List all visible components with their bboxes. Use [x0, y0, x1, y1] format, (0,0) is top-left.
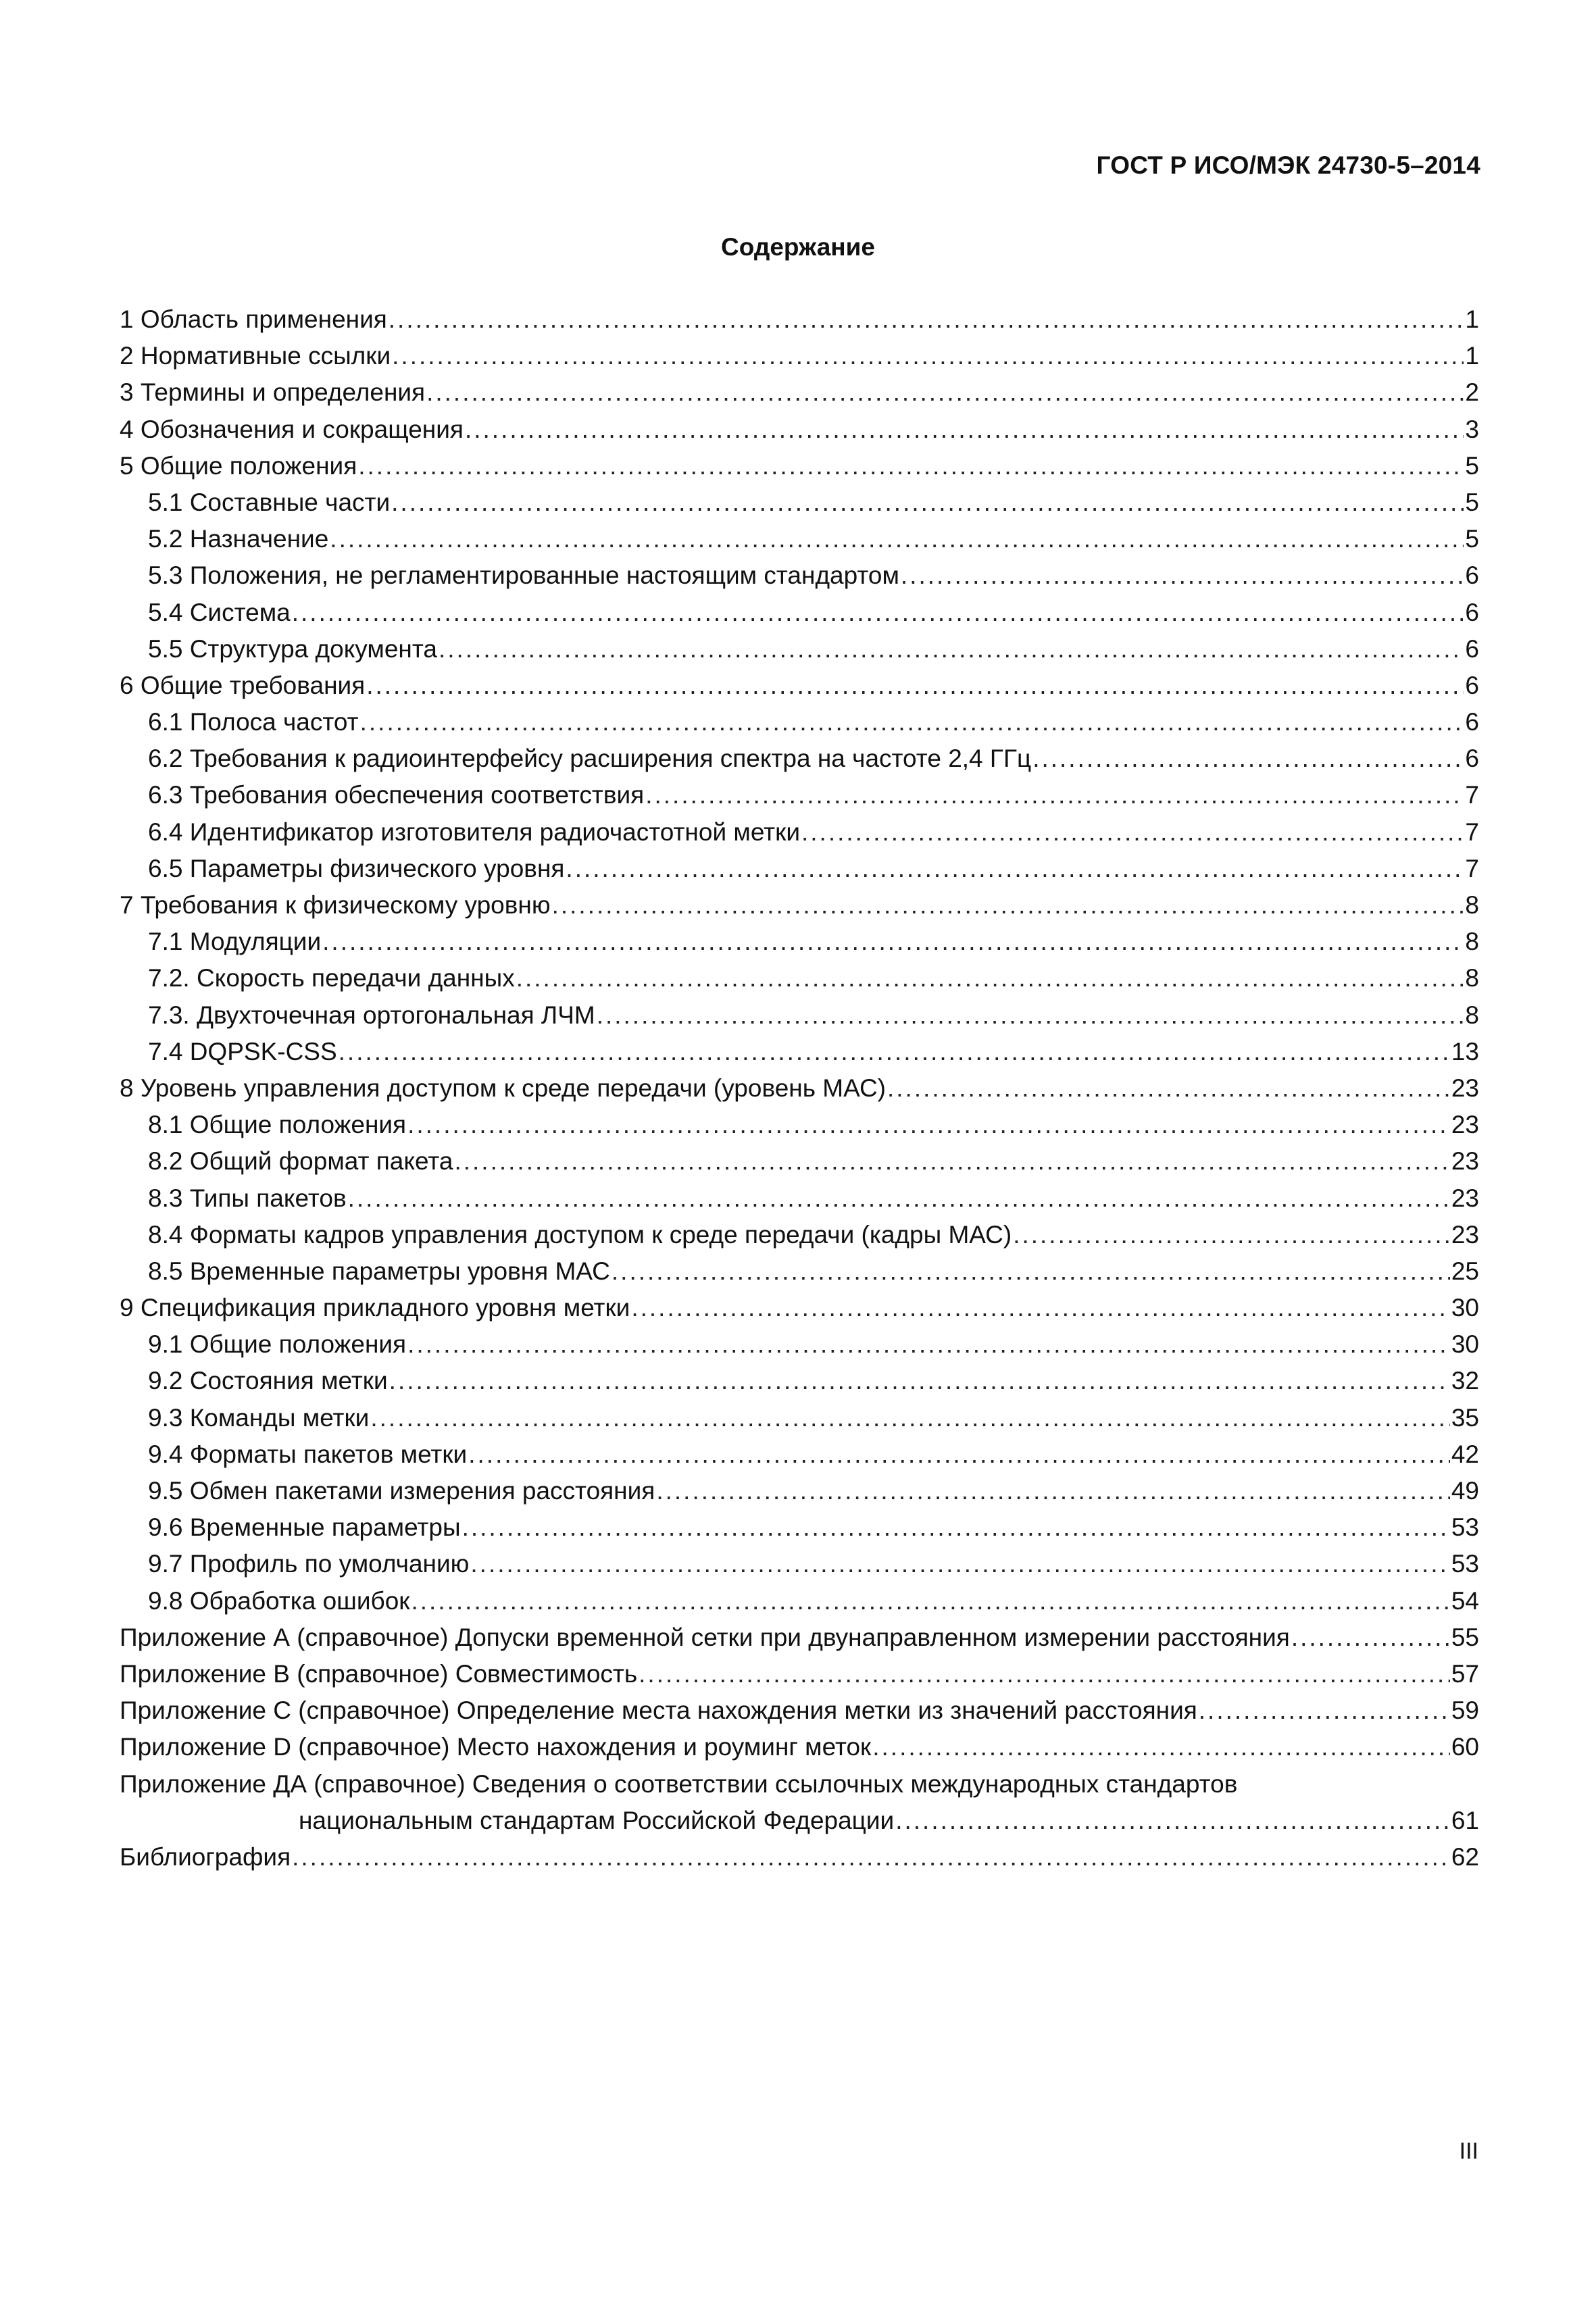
- toc-entry-label: 2 Нормативные ссылки: [120, 342, 391, 370]
- toc-entry[interactable]: [120, 960, 1479, 997]
- toc-entry-label: 6 Общие требования: [120, 671, 366, 699]
- toc-entry-page: 53: [1451, 1550, 1479, 1578]
- toc-entry-page: 23: [1451, 1147, 1479, 1176]
- toc-entry-page: 23: [1451, 1111, 1479, 1139]
- toc-entry-page: 13: [1451, 1037, 1479, 1065]
- toc-entry[interactable]: [120, 1583, 1479, 1619]
- toc-entry[interactable]: [120, 411, 1479, 448]
- toc-dot-leader: [612, 1253, 1450, 1290]
- toc-entry-page: 1: [1465, 342, 1479, 370]
- toc-entry[interactable]: [120, 851, 1479, 887]
- table-of-contents: [120, 301, 1479, 1876]
- toc-entry-label: 5.5 Структура документа: [148, 634, 437, 663]
- toc-entry-page: 49: [1451, 1477, 1479, 1505]
- toc-dot-leader: [412, 1583, 1450, 1619]
- toc-entry-label: 7.2. Скорость передачи данных: [148, 964, 515, 992]
- toc-entry-page: 1: [1465, 305, 1479, 333]
- toc-entry-page: 57: [1451, 1659, 1479, 1688]
- toc-entry-label: национальным стандартам Российской Федерации: [299, 1806, 895, 1834]
- toc-entry[interactable]: [120, 557, 1479, 594]
- toc-entry-label: 7.3. Двухточечная ортогональная ЛЧМ: [148, 1001, 595, 1029]
- toc-dot-leader: [516, 960, 1464, 997]
- toc-dot-leader: [1291, 1619, 1450, 1656]
- toc-entry[interactable]: [120, 1839, 1479, 1876]
- toc-entry-label: 5 Общие положения: [120, 451, 357, 480]
- toc-dot-leader: [407, 1326, 1450, 1363]
- toc-entry-page: 7: [1465, 781, 1479, 809]
- toc-entry[interactable]: [120, 1326, 1479, 1363]
- toc-dot-leader: [322, 924, 1464, 960]
- toc-entry-label: 9 Спецификация прикладного уровня метки: [120, 1294, 630, 1322]
- toc-dot-leader: [639, 1656, 1450, 1692]
- toc-entry-page: 7: [1465, 854, 1479, 882]
- toc-entry-page: 8: [1465, 964, 1479, 992]
- toc-entry[interactable]: [120, 1143, 1479, 1180]
- toc-entry[interactable]: [120, 1656, 1479, 1692]
- toc-entry-label: 8.3 Типы пакетов: [148, 1184, 347, 1212]
- toc-entry[interactable]: [120, 338, 1479, 374]
- toc-entry[interactable]: [120, 1363, 1479, 1399]
- toc-entry-label: 6.2 Требования к радиоинтерфейсу расширения спектра на частоте 2,4 ГГц: [148, 745, 1032, 773]
- toc-entry-page: 25: [1451, 1257, 1479, 1285]
- toc-entry[interactable]: [120, 521, 1479, 557]
- toc-entry-label: 6.5 Параметры физического уровня: [148, 854, 565, 882]
- toc-entry[interactable]: [120, 1107, 1479, 1143]
- toc-entry-page: 8: [1465, 928, 1479, 956]
- toc-entry-page: 23: [1451, 1220, 1479, 1249]
- toc-entry-page: 6: [1465, 745, 1479, 773]
- toc-entry-page: 5: [1465, 451, 1479, 480]
- toc-entry-label: 5.1 Составные части: [148, 488, 391, 516]
- toc-entry-page: 23: [1451, 1184, 1479, 1212]
- toc-dot-leader: [887, 1070, 1450, 1107]
- toc-entry[interactable]: [120, 1509, 1479, 1546]
- toc-entry[interactable]: [120, 484, 1479, 521]
- toc-entry-page: 35: [1451, 1403, 1479, 1432]
- toc-entry[interactable]: [120, 1400, 1479, 1436]
- toc-entry-label: Приложение С (справочное) Определение места нахождения метки из значений расстояния: [120, 1696, 1197, 1725]
- toc-entry[interactable]: [120, 1180, 1479, 1217]
- toc-entry[interactable]: [120, 1070, 1479, 1107]
- toc-entry[interactable]: [120, 997, 1479, 1034]
- toc-entry-label: 8.5 Временные параметры уровня МАС: [148, 1257, 610, 1285]
- toc-dot-leader: [631, 1290, 1450, 1326]
- toc-entry-page: 60: [1451, 1733, 1479, 1761]
- toc-entry[interactable]: [120, 448, 1479, 484]
- toc-entry[interactable]: [120, 814, 1479, 851]
- toc-entry-page: 53: [1451, 1513, 1479, 1542]
- toc-dot-leader: [330, 521, 1464, 557]
- toc-entry-page: 54: [1451, 1586, 1479, 1615]
- toc-dot-leader: [439, 631, 1464, 668]
- toc-entry-page: 30: [1451, 1330, 1479, 1359]
- toc-dot-leader: [1032, 740, 1464, 777]
- toc-entry-label: 8.4 Форматы кадров управления доступом к среде передачи (кадры МАС): [148, 1220, 1012, 1249]
- toc-entry[interactable]: [120, 924, 1479, 960]
- toc-dot-leader: [454, 1143, 1449, 1180]
- toc-entry-label: 3 Термины и определения: [120, 378, 426, 407]
- toc-entry-label: 9.1 Общие положения: [148, 1330, 407, 1359]
- toc-dot-leader: [468, 1436, 1450, 1473]
- toc-entry[interactable]: [120, 595, 1479, 631]
- toc-entry-label: 7.1 Модуляции: [148, 928, 322, 956]
- toc-dot-leader: [597, 997, 1464, 1034]
- toc-entry-label: 7 Требования к физическому уровню: [120, 891, 551, 919]
- toc-entry-label: 6.4 Идентификатор изготовителя радиочастотной метки: [148, 818, 800, 846]
- toc-entry-page: 23: [1451, 1074, 1479, 1102]
- toc-entry[interactable]: [120, 1619, 1479, 1656]
- toc-dot-leader: [407, 1107, 1450, 1143]
- toc-entry[interactable]: [120, 1034, 1479, 1070]
- toc-entry-page: 6: [1465, 708, 1479, 736]
- toc-entry-label: 9.4 Форматы пакетов метки: [148, 1440, 468, 1468]
- toc-dot-leader: [656, 1473, 1450, 1509]
- toc-entry-page: 2: [1465, 378, 1479, 407]
- toc-entry[interactable]: [120, 1473, 1479, 1509]
- toc-dot-leader: [348, 1180, 1450, 1217]
- toc-dot-leader: [462, 1509, 1450, 1546]
- toc-entry-page: 5: [1465, 525, 1479, 553]
- toc-entry[interactable]: [120, 1803, 1479, 1839]
- toc-entry-page: 6: [1465, 561, 1479, 590]
- toc-entry-label: 6.3 Требования обеспечения соответствия: [148, 781, 645, 809]
- toc-entry[interactable]: [120, 1290, 1479, 1326]
- toc-entry-label: 9.6 Временные параметры: [148, 1513, 461, 1542]
- toc-entry-page: 61: [1451, 1806, 1479, 1834]
- toc-entry-label: Библиография: [120, 1842, 291, 1871]
- toc-entry[interactable]: [120, 301, 1479, 338]
- toc-entry[interactable]: [120, 1436, 1479, 1473]
- toc-entry-label: 5.3 Положения, не регламентированные настоящим стандартом: [148, 561, 899, 590]
- document-code-header: ГОСТ Р ИСО/МЭК 24730-5–2014: [1096, 151, 1480, 179]
- toc-dot-leader: [292, 595, 1464, 631]
- toc-entry-label: 9.7 Профиль по умолчанию: [148, 1550, 470, 1578]
- toc-entry-page: 6: [1465, 598, 1479, 626]
- toc-entry[interactable]: [120, 704, 1479, 740]
- toc-title: Содержание: [721, 233, 875, 261]
- toc-dot-leader: [645, 777, 1464, 813]
- toc-dot-leader: [360, 704, 1464, 740]
- toc-entry-label: Приложение D (справочное) Место нахождения и роуминг меток: [120, 1733, 872, 1761]
- toc-entry-page: 7: [1465, 818, 1479, 846]
- toc-entry[interactable]: [120, 777, 1479, 813]
- toc-dot-leader: [1013, 1217, 1450, 1253]
- toc-entry[interactable]: [120, 374, 1479, 411]
- toc-entry-label: Приложение А (справочное) Допуски временной сетки при двунаправленном измерении расстояния: [120, 1623, 1290, 1651]
- toc-entry-page: 32: [1451, 1367, 1479, 1395]
- toc-entry-page: 30: [1451, 1294, 1479, 1322]
- toc-dot-leader: [339, 1034, 1450, 1070]
- toc-dot-leader: [389, 1363, 1450, 1399]
- toc-dot-leader: [552, 887, 1464, 924]
- toc-entry-label: 8.2 Общий формат пакета: [148, 1147, 453, 1176]
- toc-dot-leader: [801, 814, 1464, 851]
- toc-entry[interactable]: [120, 1546, 1479, 1582]
- toc-dot-leader: [566, 851, 1464, 887]
- toc-dot-leader: [366, 668, 1464, 704]
- toc-entry[interactable]: [120, 1729, 1479, 1765]
- toc-dot-leader: [465, 411, 1464, 448]
- toc-entry-page: 5: [1465, 488, 1479, 516]
- toc-entry-label: 8 Уровень управления доступом к среде передачи (уровень МАС): [120, 1074, 886, 1102]
- toc-entry-page: 6: [1465, 671, 1479, 699]
- toc-dot-leader: [901, 557, 1464, 594]
- toc-dot-leader: [1199, 1692, 1450, 1729]
- toc-entry[interactable]: [120, 1692, 1479, 1729]
- page-number: III: [1459, 2138, 1478, 2164]
- toc-dot-leader: [392, 338, 1464, 374]
- toc-dot-leader: [358, 448, 1464, 484]
- toc-entry-label: 1 Область применения: [120, 305, 387, 333]
- toc-entry-page: 6: [1465, 634, 1479, 663]
- toc-entry[interactable]: [120, 1766, 1479, 1803]
- toc-entry-label: 6.1 Полоса частот: [148, 708, 359, 736]
- toc-entry-page: 8: [1465, 891, 1479, 919]
- toc-dot-leader: [426, 374, 1464, 411]
- toc-dot-leader: [370, 1400, 1449, 1436]
- toc-entry-page: 3: [1465, 415, 1479, 443]
- toc-entry[interactable]: [120, 887, 1479, 924]
- toc-entry[interactable]: [120, 1217, 1479, 1253]
- toc-entry-page: 8: [1465, 1001, 1479, 1029]
- toc-entry[interactable]: [120, 1253, 1479, 1290]
- toc-entry-page: 42: [1451, 1440, 1479, 1468]
- toc-entry-page: 59: [1451, 1696, 1479, 1725]
- toc-entry[interactable]: [120, 631, 1479, 668]
- toc-dot-leader: [389, 301, 1464, 338]
- toc-dot-leader: [391, 484, 1464, 521]
- toc-dot-leader: [292, 1839, 1450, 1876]
- toc-entry[interactable]: [120, 668, 1479, 704]
- toc-entry-label: Приложение ДА (справочное) Сведения о соответствии ссылочных международных стандартов: [120, 1769, 1238, 1798]
- toc-entry-page: 62: [1451, 1842, 1479, 1871]
- toc-dot-leader: [470, 1546, 1449, 1582]
- toc-entry-label: Приложение В (справочное) Совместимость: [120, 1659, 638, 1688]
- toc-entry-label: 9.8 Обработка ошибок: [148, 1586, 410, 1615]
- toc-entry[interactable]: [120, 740, 1479, 777]
- toc-entry-label: 5.4 Система: [148, 598, 291, 626]
- toc-entry-label: 9.3 Команды метки: [148, 1403, 370, 1432]
- toc-entry-label: 7.4 DQPSK-CSS: [148, 1037, 337, 1065]
- toc-entry-label: 5.2 Назначение: [148, 525, 329, 553]
- toc-entry-label: 8.1 Общие положения: [148, 1111, 407, 1139]
- toc-entry-label: 9.2 Состояния метки: [148, 1367, 388, 1395]
- toc-entry-label: 4 Обозначения и сокращения: [120, 415, 464, 443]
- toc-entry-label: 9.5 Обмен пакетами измерения расстояния: [148, 1477, 655, 1505]
- toc-dot-leader: [872, 1729, 1450, 1765]
- toc-entry-page: 55: [1451, 1623, 1479, 1651]
- toc-dot-leader: [895, 1803, 1450, 1839]
